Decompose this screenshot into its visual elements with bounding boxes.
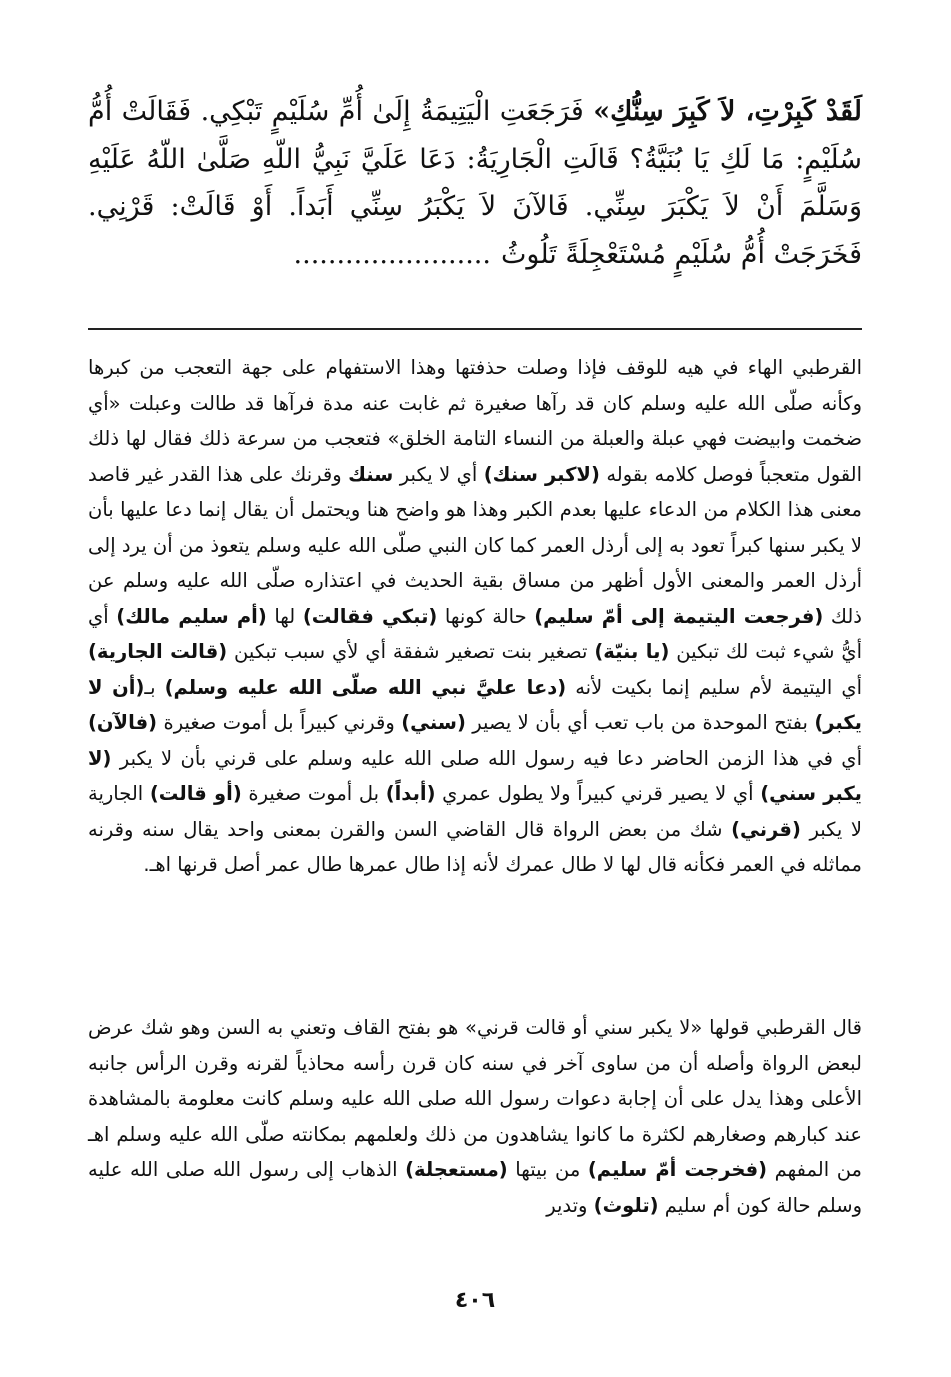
commentary-paragraph bbox=[88, 350, 862, 883]
commentary-quote: (قالت الجارية) bbox=[88, 640, 228, 663]
commentary-text: وقرنك على هذا القدر غير قاصد معنى هذا الكلام من الدعاء عليها بعدم الكبر وهذا هو واضح هنا ويحتمل أن يقال إنما دعا عليها بأن لا يكبر سنها كبراً تعود به إلى أرذل العمر كما كان النبي صلّى الله عليه وسلم يتعوذ من أن يرد إلى أرذل العمر والمعنى الأول أظهر من مساق بقية الحديث في اعتذاره صلّى الله عليه وسلم عن ذلك bbox=[88, 462, 862, 628]
commentary-quote: (أن لا يكبر) bbox=[88, 675, 862, 734]
commentary-quote: (أبداً) bbox=[385, 782, 436, 805]
commentary-quote: (مستعجلة) bbox=[405, 1158, 508, 1181]
commentary-text: بل أموت صغيرة bbox=[241, 782, 386, 805]
commentary-text: بـ bbox=[144, 675, 165, 699]
commentary-quote: (لا يكبر سني) bbox=[88, 746, 863, 805]
page-number: ٤٠٦ bbox=[454, 1288, 496, 1313]
commentary-text: الذهاب إلى رسول الله صلى الله عليه وسلم حالة كون أم سليم bbox=[88, 1158, 862, 1217]
commentary-text: أي لا يكبر bbox=[393, 462, 484, 486]
commentary-text: شك من بعض الرواة قال القاضي السن والقرن بمعنى واحد يقال سنه وقرنه مماثله في العمر فكأنه قال لها لا طال عمرك لأنه إذا طال عمرها طال عمر أصل قرنها اهـ. bbox=[88, 817, 862, 876]
commentary-quote: (لاكبر سنك) bbox=[483, 462, 600, 486]
commentary-text: حالة كونها bbox=[437, 604, 535, 628]
commentary-quote: (فخرجت أمّ سليم) bbox=[587, 1158, 768, 1181]
footnote-separator bbox=[88, 328, 862, 330]
commentary-quote: (أم سليم مالك) bbox=[116, 604, 267, 628]
commentary-quote: (فرجعت اليتيمة إلى أمّ سليم) bbox=[534, 604, 824, 628]
commentary-text: وتدير bbox=[546, 1193, 594, 1217]
commentary-text: بفتح الموحدة من باب تعب أي بأن لا يصير bbox=[465, 711, 815, 734]
commentary-paragraph-2 bbox=[88, 1010, 862, 1223]
commentary-quote: (تلوث) bbox=[593, 1193, 659, 1217]
commentary-quote: (دعا عليَّ نبي الله صلّى الله عليه وسلم) bbox=[164, 675, 567, 699]
commentary-quote: (يا بنيّة) bbox=[594, 640, 670, 663]
book-page bbox=[88, 88, 862, 1358]
commentary-quote: (سني) bbox=[401, 711, 466, 734]
commentary-quote: (أو قالت) bbox=[149, 782, 242, 805]
commentary-text: الجارية لا يكبر bbox=[88, 782, 863, 841]
commentary-quote: (قرني) bbox=[731, 817, 801, 841]
commentary-text: أي في هذا الزمن الحاضر دعا فيه رسول الله صلى الله عليه وسلم على قرني بأن لا يكبر bbox=[111, 746, 862, 770]
commentary-text: من بيتها bbox=[507, 1158, 588, 1181]
commentary-quote: (فالآن) bbox=[88, 711, 158, 734]
commentary-text: أي لا يصير قرني كبيراً ولا يطول عمري bbox=[435, 782, 761, 805]
commentary-text: القرطبي الهاء في هيه للوقف فإذا وصلت حذفتها وهذا الاستفهام على جهة التعجب من كبرها وكأنه صلّى الله عليه وسلم كان قد رآها صغيرة ثم غابت عنه مدة فرآها قد طالت وعبلت «أي ضخمت وابيضت فهي عبلة والعبلة من النساء التامة الخلق» فتعجب من سرعة ذلك فقال لها ذلك القول متعجباً فوصل كلامه بقوله bbox=[88, 356, 862, 486]
hadith-text bbox=[88, 88, 862, 278]
commentary-text: قال القرطبي قولها «لا يكبر سني أو قالت قرني» هو بفتح القاف وتعني به السن وهو شك عرض لبعض الرواة وأصله أن من ساوى آخر في سنه كان قرن رأسه محاذياً لقرنه وقرن الرأس جانبه الأعلى وهذا يدل على أن إجابة دعوات رسول الله صلى الله عليه وسلم كانت معلومة بالمشاهدة عند كبارهم وصغارهم لكثرة ما كانوا يشاهدون من ذلك ولعلمهم بمكانته صلّى الله عليه وسلم اهـ من المفهم bbox=[88, 1016, 863, 1181]
hadith-body: فَرَجَعَتِ الْيَتِيمَةُ إِلَىٰ أُمِّ سُلَيْمٍ تَبْكِي. فَقَالَتْ أُمُّ سُلَيْمٍ: مَا لَكِ يَا بُنَيَّةُ؟ قَالَتِ الْجَارِيَةُ: دَعَا عَلَيَّ نَبِيُّ اللّهِ صَلَّىٰ اللّهُ عَلَيْهِ وَسَلَّمَ أَنْ لاَ يَكْبَرَ سِنِّي. فَالآنَ لاَ يَكْبَرُ سِنِّي أَبَداً. أَوْ قَالَتْ: قَرْنِي. فَخَرَجَتْ أُمُّ سُلَيْمٍ مُسْتَعْجِلَةً تَلُوثُ bbox=[88, 96, 862, 270]
commentary-quote: (تبكي فقالت) bbox=[302, 604, 438, 628]
commentary-text: أي أيُّ شيء ثبت لك تبكين bbox=[88, 604, 863, 663]
hadith-dots: ....................... bbox=[293, 238, 491, 270]
commentary-text: تصغير بنت تصغير شفقة أي لأي سبب تبكين bbox=[227, 640, 595, 663]
commentary-text: لها bbox=[266, 604, 303, 628]
hadith-bold-phrase: لَقَدْ كَبِرْتِ، لاَ كَبِرَ سِنُّكِ» bbox=[593, 96, 862, 127]
commentary-quote: سنك bbox=[348, 462, 394, 486]
commentary-text: وقرني كبيراً بل أموت صغيرة bbox=[157, 711, 402, 734]
commentary-text: أي اليتيمة لأم سليم إنما بكيت لأنه bbox=[566, 675, 862, 699]
